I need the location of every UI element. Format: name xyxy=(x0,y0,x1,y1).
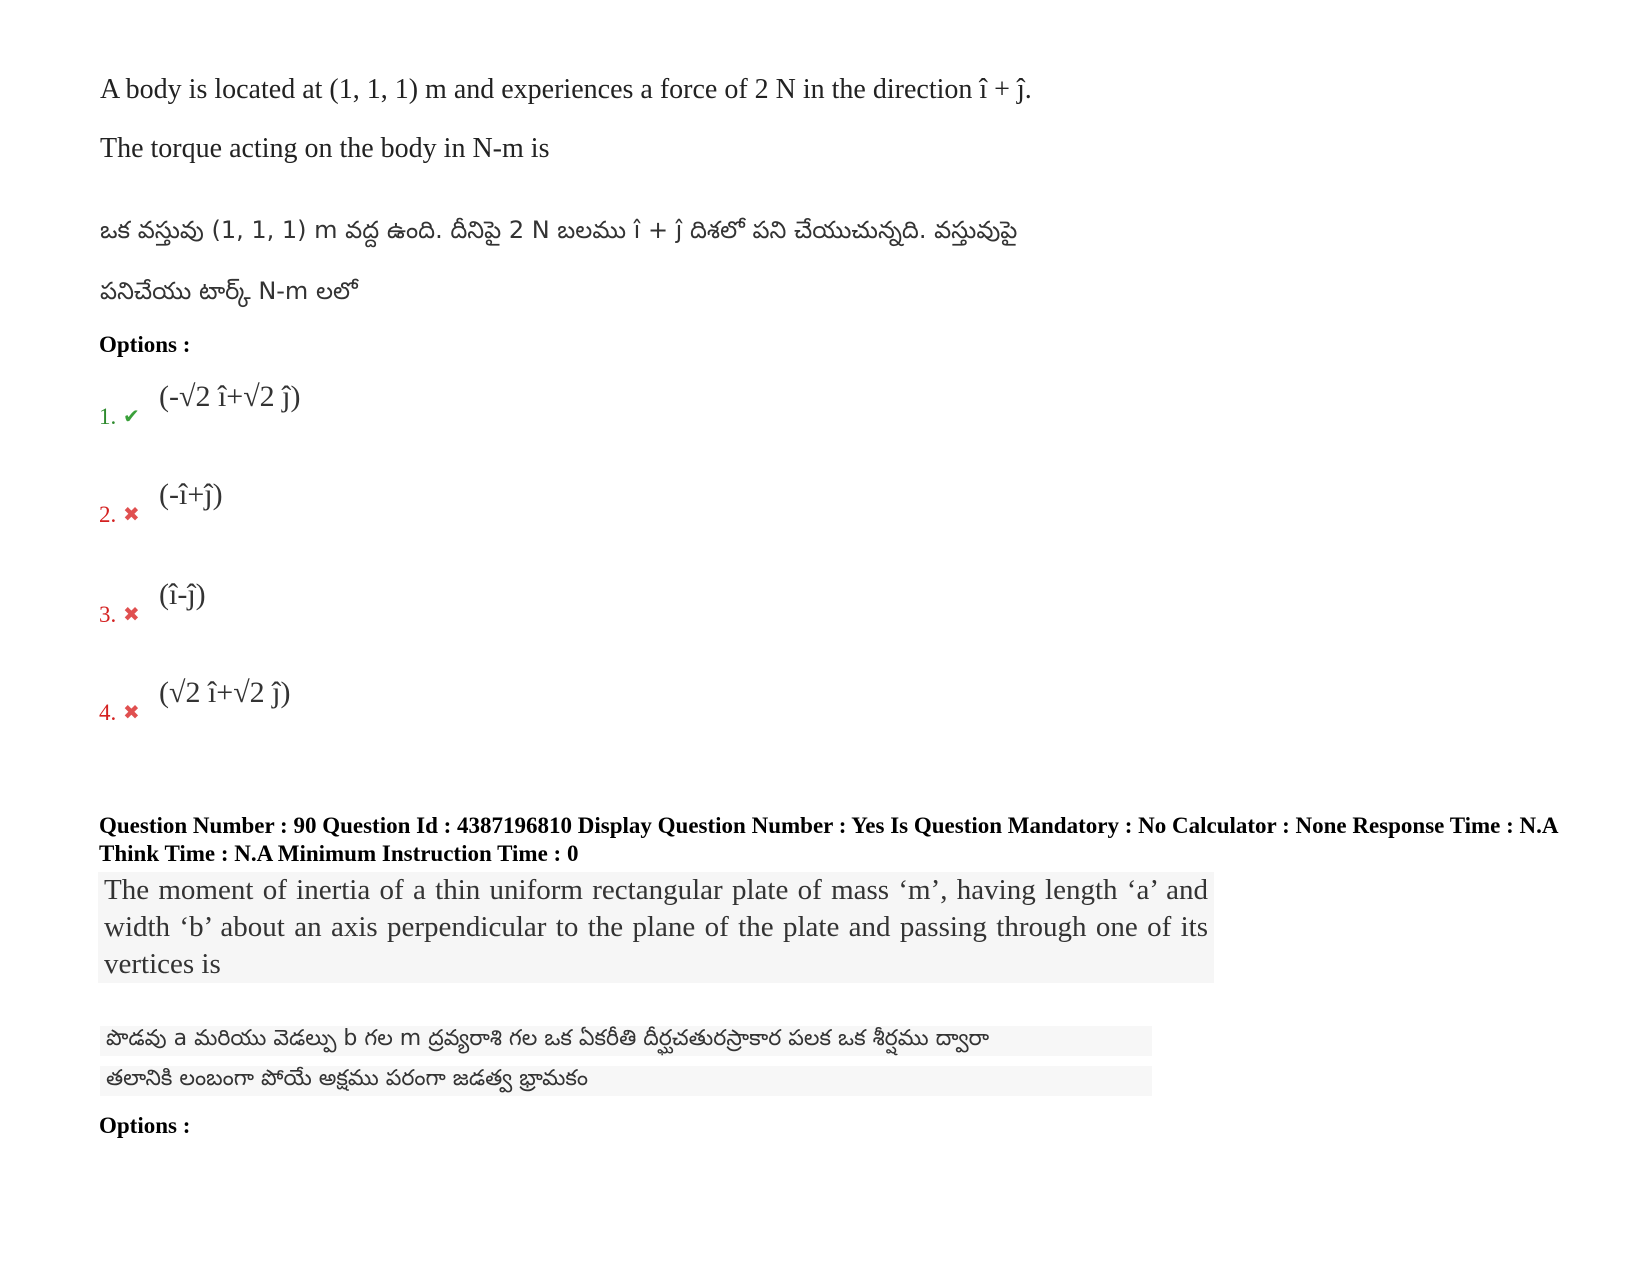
cross-icon: ✖ xyxy=(123,700,140,724)
option-4 xyxy=(99,676,699,726)
question1-english-line2: The torque acting on the body in N-m is xyxy=(100,133,550,164)
option-expression: (î-ĵ) xyxy=(159,578,206,611)
option-number: 4. xyxy=(99,700,117,725)
question2-telugu-line1: పొడవు a మరియు వెడల్పు b గల m ద్రవ్యరాశి గల ఒక ఏకరీతి దీర్ఘచతురస్రాకార పలక ఒక శీర్షము ద్వారా xyxy=(100,1026,1152,1056)
question2-english-text: The moment of inertia of a thin uniform rectangular plate of mass ‘m’, having length ‘a’ and width ‘b’ about an axis perpendicular to the plane of the plate and passing through one of its vertices is xyxy=(98,872,1214,983)
cross-icon: ✖ xyxy=(123,502,140,526)
check-icon: ✔ xyxy=(123,404,140,428)
options-heading: Options : xyxy=(99,332,191,357)
question1-telugu-line1: ఒక వస్తువు (1, 1, 1) m వద్ద ఉంది. దీనిపై 2 N బలము î + ĵ దిశలో పని చేయుచున్నది. వస్తువుపై xyxy=(100,216,1018,244)
question-meta: Question Number : 90 Question Id : 4387196810 Display Question Number : Yes Is Question Mandatory : No Calculator : None Response Time : N.A Think Time : N.A Minimum Instruction Time : 0 xyxy=(99,813,1558,866)
option-expression: (-î+ĵ) xyxy=(159,478,223,511)
question1-telugu-line2: పనిచేయు టార్క్ N-m లలో xyxy=(100,277,358,305)
option-1 xyxy=(99,380,699,430)
option-3 xyxy=(99,578,699,628)
options-heading-q2: Options : xyxy=(99,1113,191,1138)
question2-telugu-line2: తలానికి లంబంగా పోయే అక్షము పరంగా జడత్వ భ్రామకం xyxy=(100,1066,1152,1096)
option-number: 3. xyxy=(99,602,117,627)
question1-english-line1: A body is located at (1, 1, 1) m and experiences a force of 2 N in the direction î + ĵ. xyxy=(100,74,1032,105)
option-number: 1. xyxy=(99,404,117,429)
option-expression: (-√2 î+√2 ĵ) xyxy=(159,380,301,413)
cross-icon: ✖ xyxy=(123,602,140,626)
option-2 xyxy=(99,478,699,528)
option-expression: (√2 î+√2 ĵ) xyxy=(159,676,291,709)
option-number: 2. xyxy=(99,502,117,527)
